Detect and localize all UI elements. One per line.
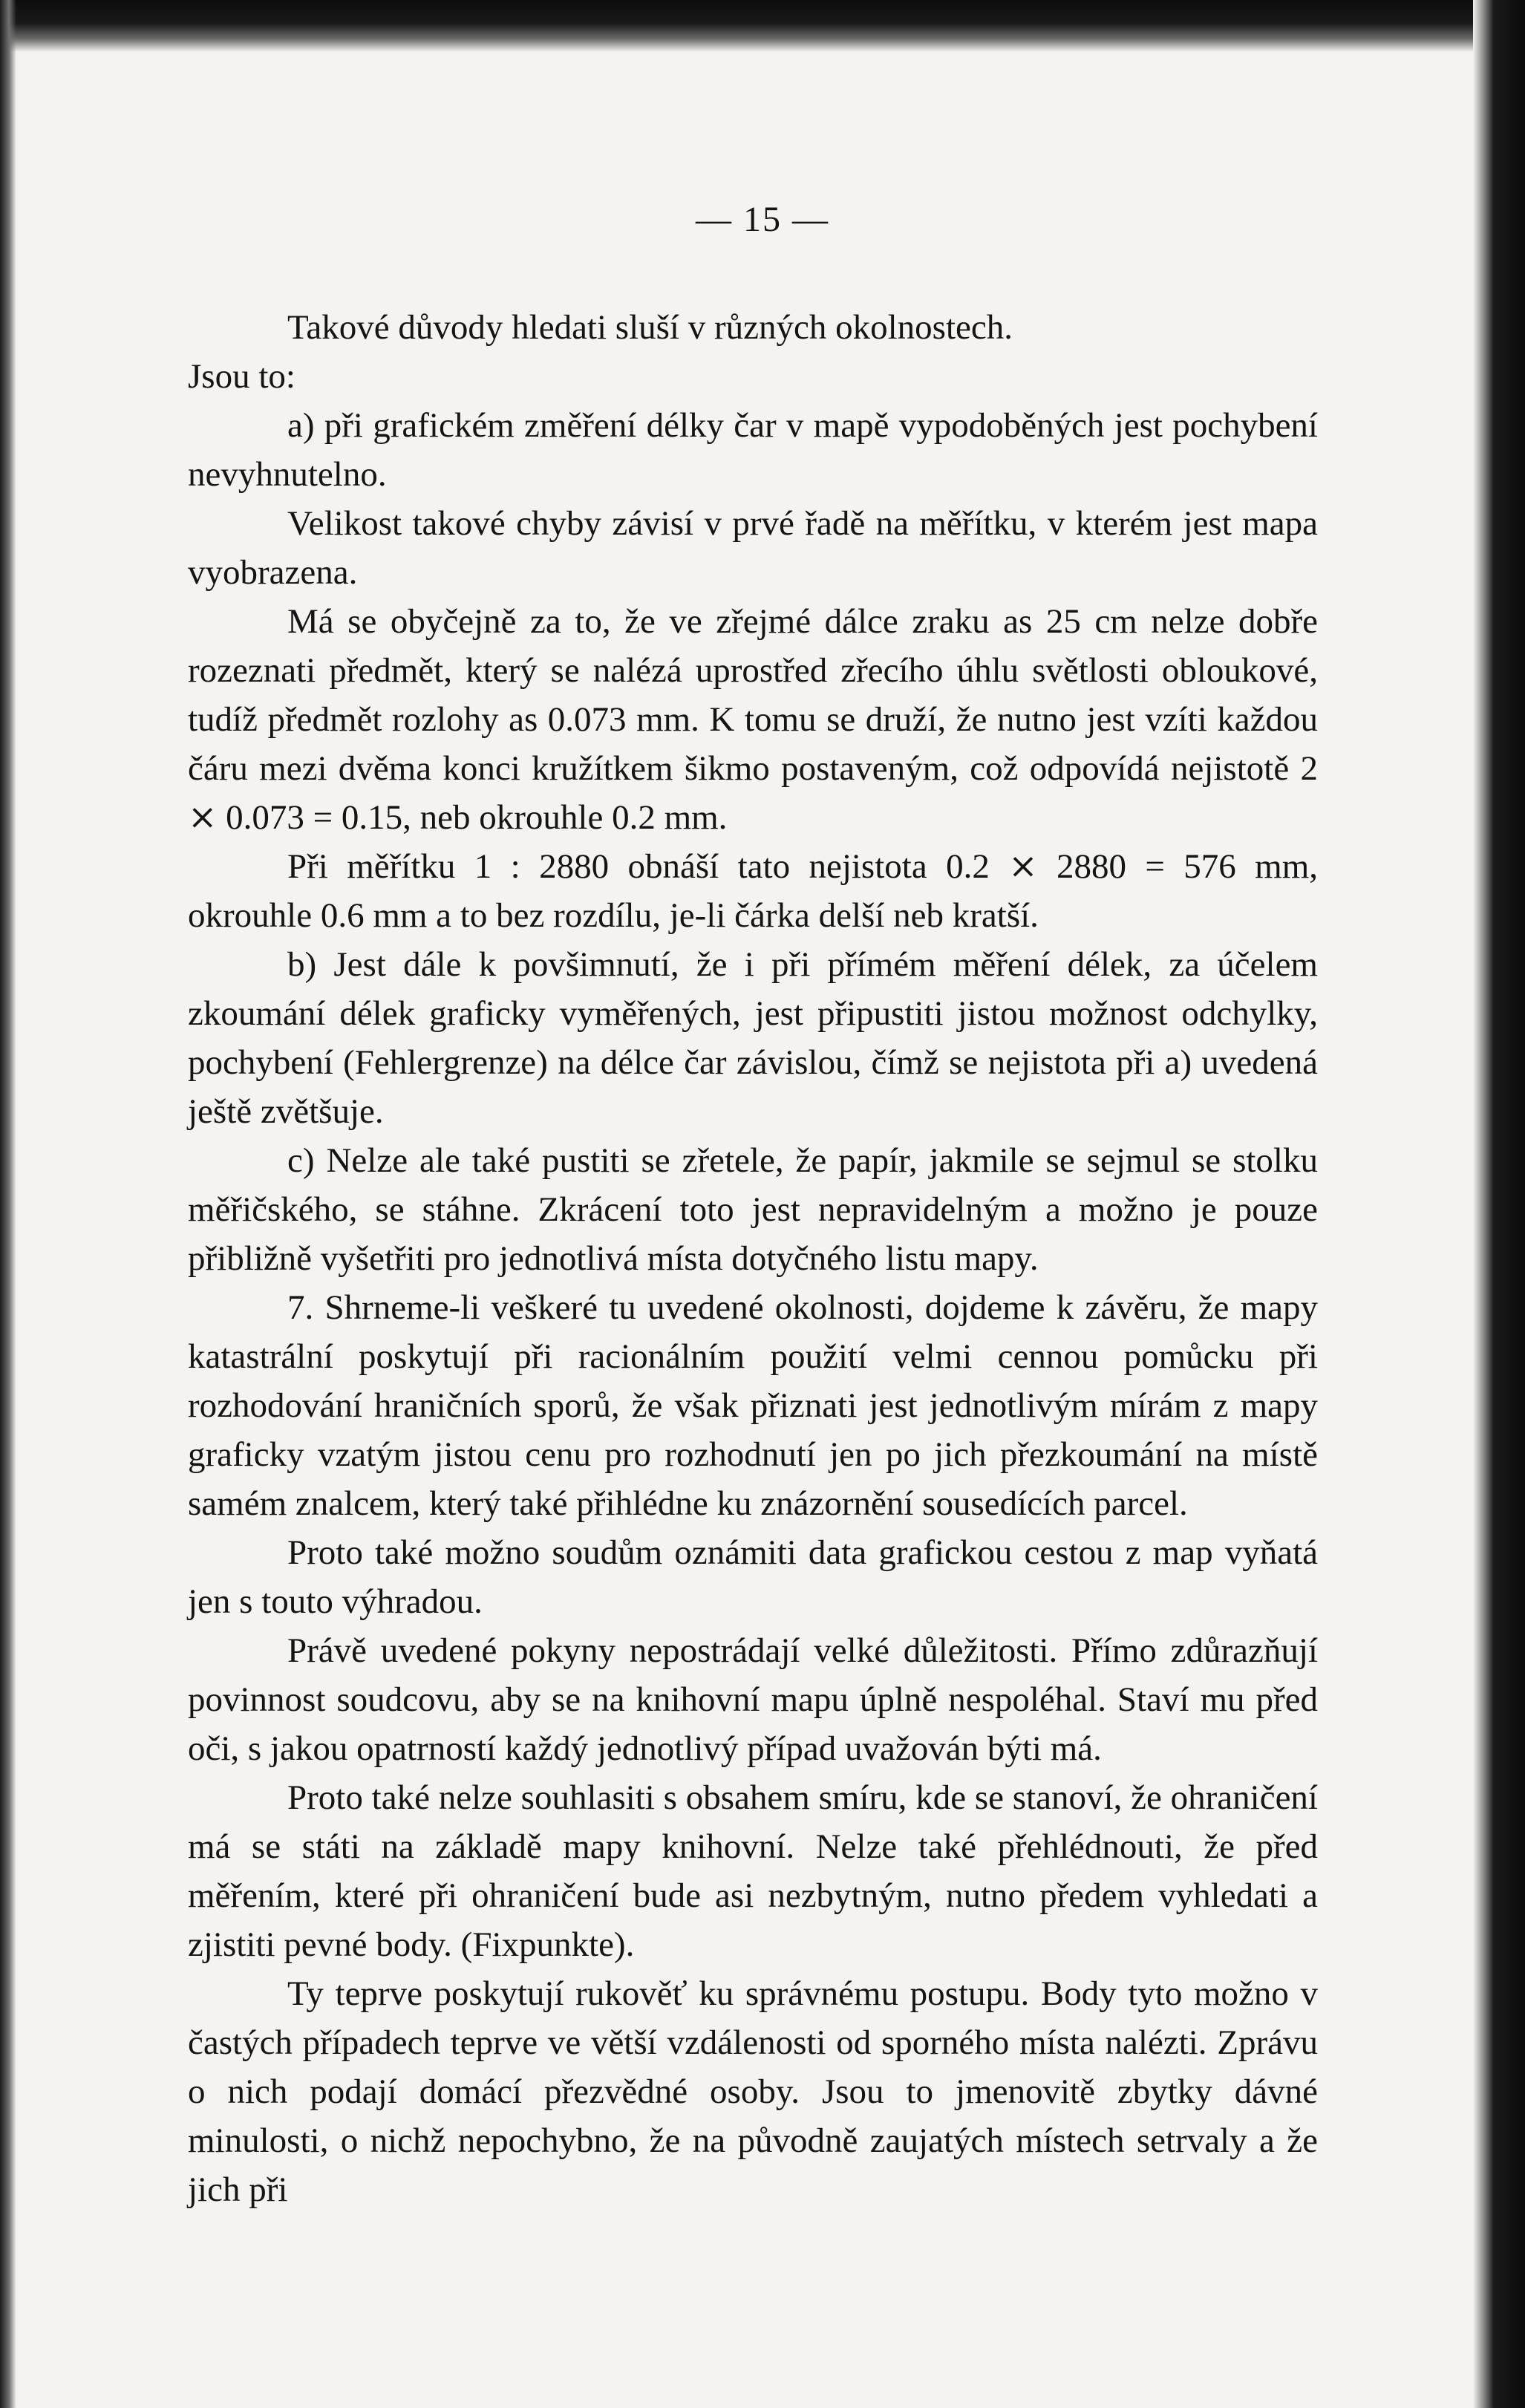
paragraph: Má se obyčejně za to, že ve zřejmé dálce zraku as 25 cm nelze dobře rozeznati předmět, který se nalézá uprostřed zřecího úhlu světlosti obloukové, tudíž předmět rozlohy as 0.073 mm. K tomu se druží, že nutno jest vzíti každou čáru mezi dvěma konci kružítkem šikmo postaveným, což odpovídá nejistotě 2 ⨯ 0.073 = 0.15, neb okrouhle 0.2 mm.: [188, 602, 1318, 837]
scan-top-edge: [0, 0, 1525, 52]
page-number: — 15 —: [696, 200, 829, 239]
paragraph: Velikost takové chyby závisí v prvé řadě na měřítku, v kterém jest mapa vyobrazena.: [188, 504, 1318, 592]
paragraph: a) při grafickém změření délky čar v mapě vypodoběných jest pochybení nevyhnutelno.: [188, 406, 1318, 494]
paragraph: Proto také nelze souhlasiti s obsahem smíru, kde se stanoví, že ohraničení má se státi na základě mapy knihovní. Nelze také přehlédnouti, že před měřením, které při ohraničení bude asi nezbytným, nutno předem vyhledati a zjistiti pevné body. (Fixpunkte).: [188, 1778, 1318, 1964]
paragraph: 7. Shrneme-li veškeré tu uvedené okolnosti, dojdeme k závěru, že mapy katastrální poskytují při racionálním použití velmi cennou pomůcku při rozhodování hraničních sporů, že však přiznati jest jednotlivým mírám z mapy graficky vzatým jistou cenu pro rozhodnutí jen po jich přezkoumání na místě samém znalcem, který také přihlédne ku znázornění sousedících parcel.: [188, 1288, 1318, 1523]
scan-right-edge: [1473, 0, 1525, 2408]
paragraph: c) Nelze ale také pustiti se zřetele, že papír, jakmile se sejmul se stolku měřičského, se stáhne. Zkrácení toto jest nepravidelným a možno je pouze přibližně vyšetřiti pro jednotlivá místa dotyčného listu mapy.: [188, 1141, 1318, 1278]
paragraph: Ty teprve poskytují rukověť ku správnému postupu. Body tyto možno v častých případech teprve ve větší vzdálenosti od sporného místa nalézti. Zprávu o nich podají domácí přezvědné osoby. Jsou to jmenovitě zbytky dávné minulosti, o nichž nepochybno, že na původně zaujatých místech setrvaly a že jich při: [188, 1974, 1318, 2209]
paragraph: Takové důvody hledati sluší v různých okolnostech.: [287, 308, 1013, 347]
paragraph: Jsou to:: [188, 357, 295, 396]
paragraph: Při měřítku 1 : 2880 obnáší tato nejistota 0.2 ⨯ 2880 = 576 mm, okrouhle 0.6 mm a to bez rozdílu, je-li čárka delší neb kratší.: [188, 847, 1318, 935]
paragraph: b) Jest dále k povšimnutí, že i při přímém měření délek, za účelem zkoumání délek graficky vyměřených, jest připustiti jistou možnost odchylky, pochybení (Fehlergrenze) na délce čar závislou, čímž se nejistota při a) uvedená ještě zvětšuje.: [188, 945, 1318, 1131]
scan-left-edge: [0, 0, 16, 2408]
paragraph: Právě uvedené pokyny nepostrádají velké důležitosti. Přímo zdůrazňují povinnost soudcovu, aby se na knihovní mapu úplně nespoléhal. Staví mu před oči, s jakou opatrností každý jednotlivý případ uvažován býti má.: [188, 1631, 1318, 1768]
body-text: [188, 303, 1318, 2214]
paragraph: Proto také možno soudům oznámiti data grafickou cestou z map vyňatá jen s touto výhradou.: [188, 1533, 1318, 1621]
